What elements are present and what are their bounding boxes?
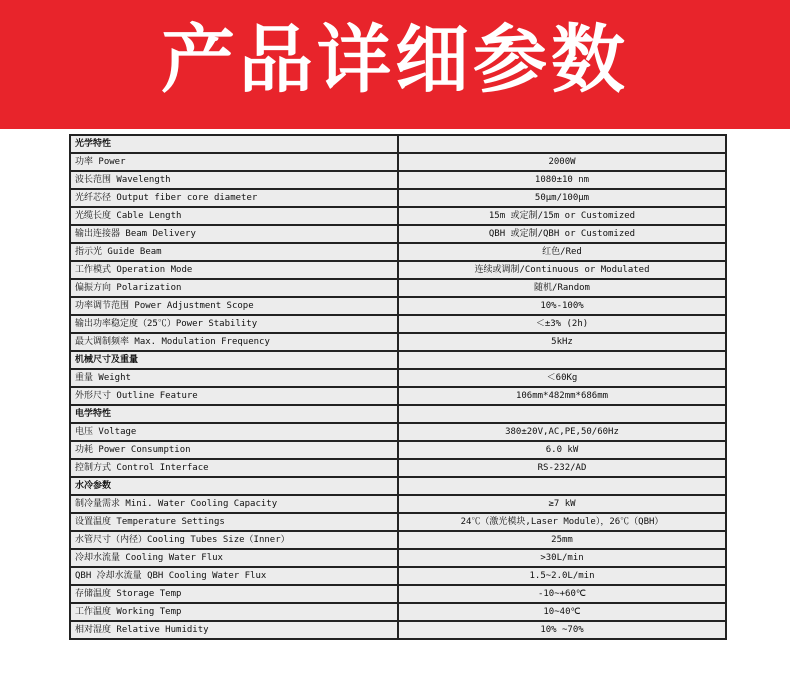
- table-row: [70, 531, 726, 549]
- spec-value: [398, 405, 726, 423]
- section-header-row: [70, 135, 726, 153]
- title-banner: [0, 0, 790, 129]
- spec-value: 连续或调制/Continuous or Modulated: [398, 261, 726, 279]
- table-row: [70, 369, 726, 387]
- spec-label: 冷却水流量 Cooling Water Flux: [70, 549, 398, 567]
- spec-value: 25mm: [398, 531, 726, 549]
- spec-value: 380±20V,AC,PE,50/60Hz: [398, 423, 726, 441]
- spec-label: 设置温度 Temperature Settings: [70, 513, 398, 531]
- spec-label: 水管尺寸（内径）Cooling Tubes Size（Inner）: [70, 531, 398, 549]
- spec-value: ≥7 kW: [398, 495, 726, 513]
- spec-label: 外形尺寸 Outline Feature: [70, 387, 398, 405]
- spec-value: 10%-100%: [398, 297, 726, 315]
- specs-table-body: [70, 135, 726, 639]
- spec-value: 15m 或定制/15m or Customized: [398, 207, 726, 225]
- spec-label: 重量 Weight: [70, 369, 398, 387]
- section-title: 机械尺寸及重量: [70, 351, 398, 369]
- table-row: [70, 603, 726, 621]
- spec-label: 功率调节范围 Power Adjustment Scope: [70, 297, 398, 315]
- table-row: [70, 207, 726, 225]
- spec-value: 50μm/100μm: [398, 189, 726, 207]
- spec-label: 存储温度 Storage Temp: [70, 585, 398, 603]
- spec-label: 指示光 Guide Beam: [70, 243, 398, 261]
- section-title: 水冷参数: [70, 477, 398, 495]
- section-header-row: [70, 351, 726, 369]
- table-row: [70, 243, 726, 261]
- page-title: 产品详细参数: [161, 17, 629, 103]
- table-row: [70, 261, 726, 279]
- spec-value: ＜60Kg: [398, 369, 726, 387]
- section-title: 电学特性: [70, 405, 398, 423]
- table-row: [70, 495, 726, 513]
- spec-label: 功率 Power: [70, 153, 398, 171]
- spec-label: QBH 冷却水流量 QBH Cooling Water Flux: [70, 567, 398, 585]
- spec-value: 24℃（激光模块,Laser Module），26℃（QBH）: [398, 513, 726, 531]
- spec-value: 红色/Red: [398, 243, 726, 261]
- spec-value: QBH 或定制/QBH or Customized: [398, 225, 726, 243]
- spec-value: 1080±10 nm: [398, 171, 726, 189]
- spec-label: 光缆长度 Cable Length: [70, 207, 398, 225]
- table-row: [70, 459, 726, 477]
- spec-label: 输出连接器 Beam Delivery: [70, 225, 398, 243]
- spec-value: [398, 135, 726, 153]
- section-header-row: [70, 477, 726, 495]
- spec-label: 最大调制频率 Max. Modulation Frequency: [70, 333, 398, 351]
- section-header-row: [70, 405, 726, 423]
- spec-value: 1.5~2.0L/min: [398, 567, 726, 585]
- table-row: [70, 387, 726, 405]
- spec-label: 电压 Voltage: [70, 423, 398, 441]
- table-row: [70, 171, 726, 189]
- spec-label: 控制方式 Control Interface: [70, 459, 398, 477]
- specs-table-container: [69, 134, 725, 640]
- spec-value: 10% ~70%: [398, 621, 726, 639]
- spec-label: 功耗 Power Consumption: [70, 441, 398, 459]
- spec-value: >30L/min: [398, 549, 726, 567]
- table-row: [70, 441, 726, 459]
- spec-value: ＜±3% (2h): [398, 315, 726, 333]
- spec-label: 制冷量需求 Mini. Water Cooling Capacity: [70, 495, 398, 513]
- spec-value: 随机/Random: [398, 279, 726, 297]
- spec-value: 6.0 kW: [398, 441, 726, 459]
- spec-label: 工作温度 Working Temp: [70, 603, 398, 621]
- spec-label: 光纤芯径 Output fiber core diameter: [70, 189, 398, 207]
- spec-value: [398, 351, 726, 369]
- table-row: [70, 585, 726, 603]
- table-row: [70, 567, 726, 585]
- table-row: [70, 297, 726, 315]
- specs-table: [69, 134, 727, 640]
- table-row: [70, 153, 726, 171]
- spec-label: 工作模式 Operation Mode: [70, 261, 398, 279]
- spec-value: 106mm*482mm*686mm: [398, 387, 726, 405]
- table-row: [70, 225, 726, 243]
- table-row: [70, 423, 726, 441]
- spec-value: 10~40℃: [398, 603, 726, 621]
- table-row: [70, 189, 726, 207]
- spec-value: 2000W: [398, 153, 726, 171]
- table-row: [70, 279, 726, 297]
- spec-value: 5kHz: [398, 333, 726, 351]
- section-title: 光学特性: [70, 135, 398, 153]
- spec-value: RS-232/AD: [398, 459, 726, 477]
- spec-value: -10~+60℃: [398, 585, 726, 603]
- table-row: [70, 333, 726, 351]
- spec-label: 输出功率稳定度（25℃）Power Stability: [70, 315, 398, 333]
- spec-label: 波长范围 Wavelength: [70, 171, 398, 189]
- table-row: [70, 549, 726, 567]
- spec-label: 相对湿度 Relative Humidity: [70, 621, 398, 639]
- spec-value: [398, 477, 726, 495]
- table-row: [70, 315, 726, 333]
- table-row: [70, 513, 726, 531]
- spec-label: 偏振方向 Polarization: [70, 279, 398, 297]
- table-row: [70, 621, 726, 639]
